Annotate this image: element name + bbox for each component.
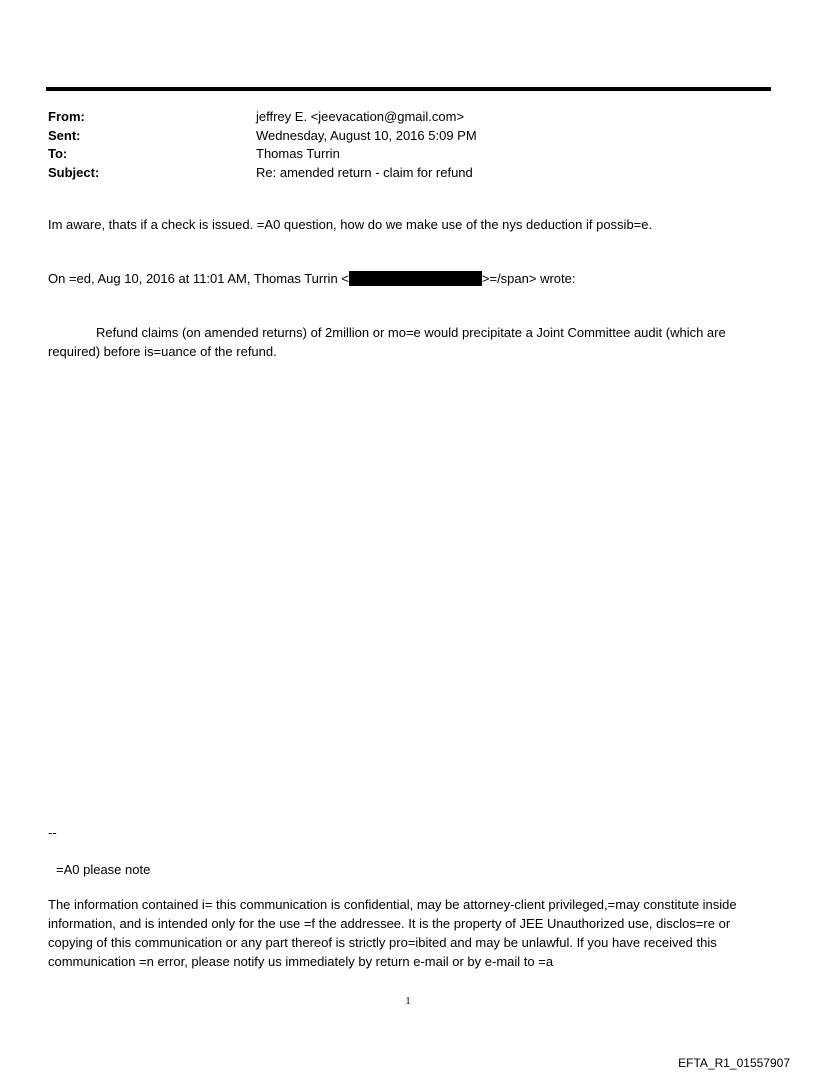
quote-suffix: >=/span> wrote: bbox=[481, 271, 576, 286]
quote-prefix: On =ed, Aug 10, 2016 at 11:01 AM, Thomas Turrin < bbox=[48, 271, 349, 286]
page-number: 1 bbox=[405, 995, 411, 1007]
header-rule bbox=[46, 87, 771, 91]
subject-label: Subject: bbox=[48, 164, 100, 180]
to-label: To: bbox=[48, 146, 68, 161]
reply-line: Im aware, thats if a check is issued. =A0 question, how do we make use of the nys deduction if possib=e. bbox=[48, 217, 653, 232]
from-label: From: bbox=[48, 109, 85, 124]
sent-value: Wednesday, August 10, 2016 5:09 PM bbox=[256, 127, 477, 143]
from-value: jeffrey E. <jeevacation@gmail.com> bbox=[256, 109, 465, 124]
quoted-text: Refund claims (on amended returns) of 2million or mo=e would precipitate a Joint Committee audit (which are required) before is=uance of the refund. bbox=[48, 325, 726, 359]
sent-label: Sent: bbox=[48, 127, 81, 143]
subject-value: Re: amended return - claim for refund bbox=[256, 164, 473, 180]
quote-attribution bbox=[48, 269, 575, 288]
disclaimer: The information contained i= this communication is confidential, may be attorney-client privileged,=may constitute inside information, and is intended only for the use =f the addressee. It is the property of JEE Unauthorized use, disclos=re or copying of this communication or any part thereof is strictly pro=ibited and may be unlawful. If you have received this communication =n error, please notify us immediately by return e-mail or by e-mail to =a bbox=[48, 897, 737, 969]
signature-dashes: -- bbox=[48, 825, 57, 840]
bates-number: EFTA_R1_01557907 bbox=[678, 1056, 790, 1070]
to-value: Thomas Turrin bbox=[256, 146, 340, 161]
redaction-box bbox=[349, 271, 482, 286]
please-note: =A0 please note bbox=[56, 862, 151, 877]
